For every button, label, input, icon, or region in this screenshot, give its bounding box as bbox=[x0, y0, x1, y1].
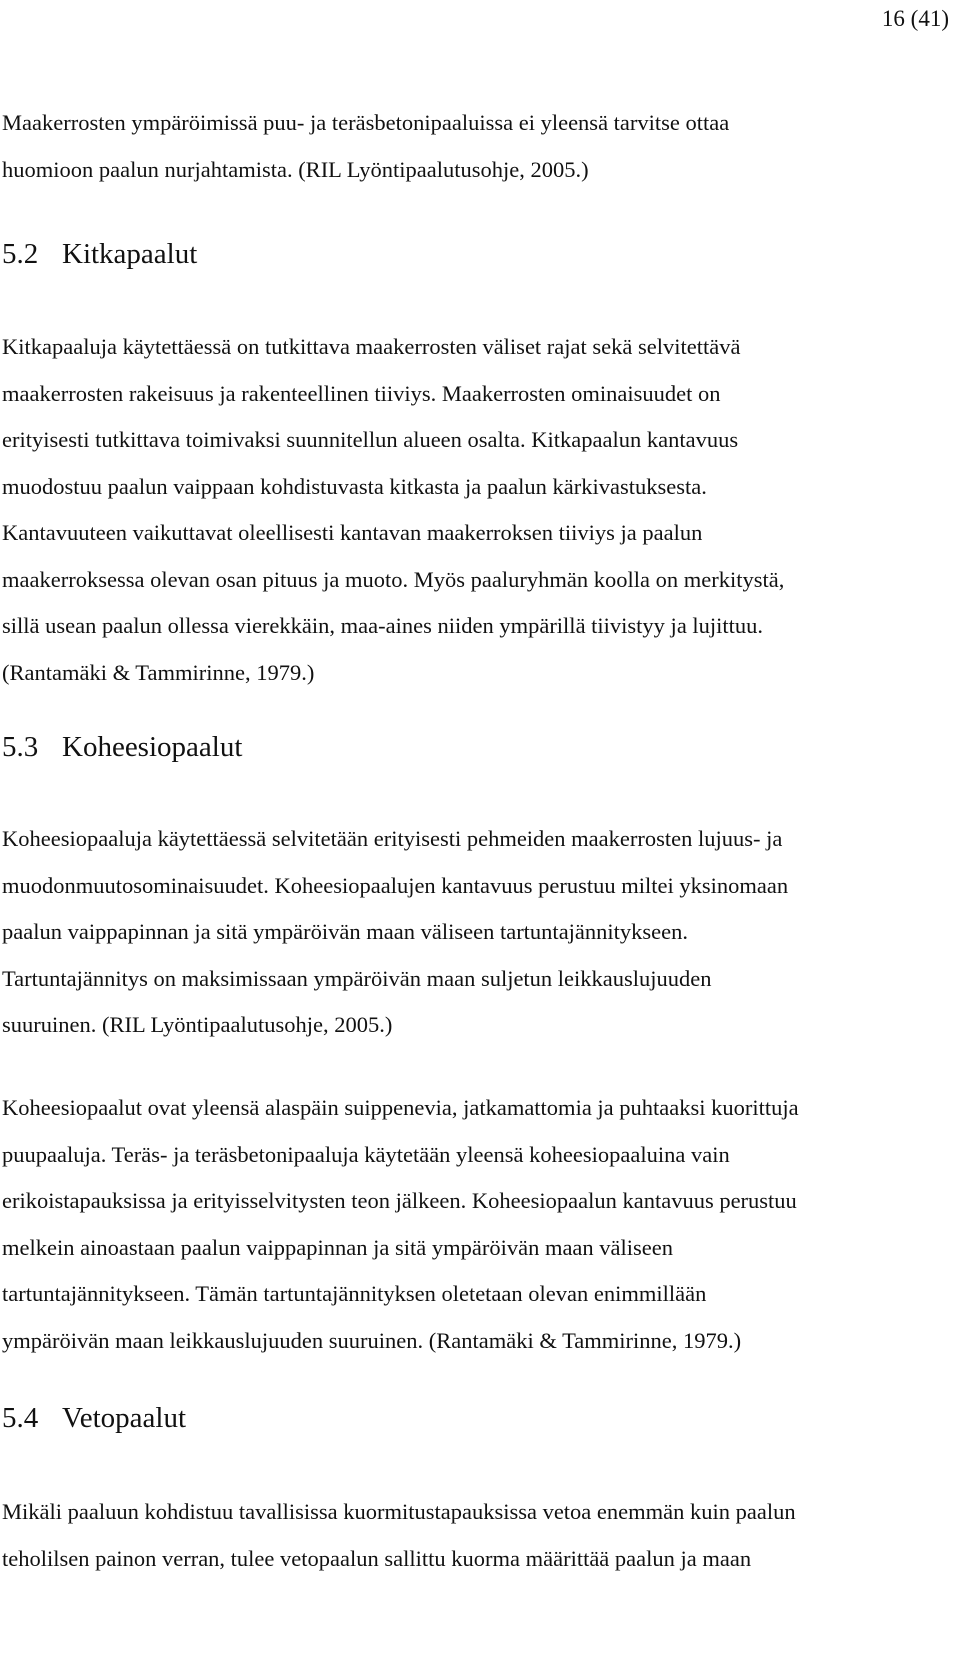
text-line: (Rantamäki & Tammirinne, 1979.) bbox=[2, 659, 315, 685]
text-line: Koheesiopaaluja käytettäessä selvitetään erityisesti pehmeiden maakerrosten lujuus- ja bbox=[2, 826, 783, 851]
text-line: maakerroksessa olevan osan pituus ja muoto. Myös paaluryhmän koolla on merkitystä, bbox=[2, 566, 785, 592]
text-line: huomioon paalun nurjahtamista. (RIL Lyöntipaalutusohje, 2005.) bbox=[2, 156, 589, 182]
section-5-4-paragraph bbox=[2, 1489, 952, 1582]
text-line: Mikäli paaluun kohdistuu tavallisissa kuormitustapauksissa vetoa enemmän kuin paalun bbox=[2, 1499, 796, 1524]
section-title: Koheesiopaalut bbox=[62, 731, 243, 763]
text-line: Kitkapaaluja käytettäessä on tutkittava maakerrosten väliset rajat sekä selvitettävä bbox=[2, 334, 741, 359]
intro-paragraph bbox=[2, 100, 952, 193]
text-line: Tartuntajännitys on maksimissaan ympäröivän maan suljetun leikkauslujuuden bbox=[2, 965, 712, 991]
text-line: Koheesiopaalut ovat yleensä alaspäin suippenevia, jatkamattomia ja puhtaaksi kuorittuja bbox=[2, 1095, 799, 1120]
text-line: ympäröivän maan leikkauslujuuden suuruinen. (Rantamäki & Tammirinne, 1979.) bbox=[2, 1327, 742, 1353]
section-5-3-paragraph-1 bbox=[2, 816, 952, 1049]
section-5-3-paragraph-2 bbox=[2, 1085, 952, 1364]
text-line: muodonmuutosominaisuudet. Koheesiopaalujen kantavuus perustuu miltei yksinomaan bbox=[2, 872, 789, 898]
section-5-2-paragraph bbox=[2, 324, 952, 696]
section-number: 5.3 bbox=[2, 731, 39, 763]
section-heading-5-2 bbox=[2, 234, 197, 274]
text-line: melkein ainoastaan paalun vaippapinnan ja sitä ympäröivän maan väliseen bbox=[2, 1234, 674, 1260]
section-number: 5.2 bbox=[2, 238, 39, 270]
text-line: puupaaluja. Teräs- ja teräsbetonipaaluja käytetään yleensä koheesiopaaluina vain bbox=[2, 1141, 730, 1167]
section-number: 5.4 bbox=[2, 1402, 39, 1434]
text-line: suuruinen. (RIL Lyöntipaalutusohje, 2005.) bbox=[2, 1012, 393, 1037]
section-heading-5-4 bbox=[2, 1398, 186, 1438]
text-line: muodostuu paalun vaippaan kohdistuvasta kitkasta ja paalun kärkivastuksesta. bbox=[2, 473, 707, 499]
page-number: 16 (41) bbox=[881, 6, 949, 31]
section-heading-5-3 bbox=[2, 727, 242, 767]
text-line: maakerrosten rakeisuus ja rakenteellinen tiiviys. Maakerrosten ominaisuudet on bbox=[2, 380, 721, 406]
text-line: tartuntajännitykseen. Tämän tartuntajännityksen oletetaan olevan enimmillään bbox=[2, 1281, 707, 1306]
text-line: sillä usean paalun ollessa vierekkäin, maa-aines niiden ympärillä tiivistyy ja lujittuu. bbox=[2, 613, 764, 638]
text-line: Kantavuuteen vaikuttavat oleellisesti kantavan maakerroksen tiiviys ja paalun bbox=[2, 520, 703, 545]
section-title: Vetopaalut bbox=[62, 1402, 187, 1434]
text-line: Maakerrosten ympäröimissä puu- ja teräsbetonipaaluissa ei yleensä tarvitse ottaa bbox=[2, 110, 730, 135]
section-title: Kitkapaalut bbox=[62, 238, 198, 270]
text-line: teholilsen painon verran, tulee vetopaalun sallittu kuorma määrittää paalun ja maan bbox=[2, 1545, 752, 1571]
text-line: erikoistapauksissa ja erityisselvitysten teon jälkeen. Koheesiopaalun kantavuus perustuu bbox=[2, 1188, 797, 1213]
text-line: paalun vaippapinnan ja sitä ympäröivän maan väliseen tartuntajännitykseen. bbox=[2, 919, 689, 944]
text-line: erityisesti tutkittava toimivaksi suunnitellun alueen osalta. Kitkapaalun kantavuus bbox=[2, 427, 739, 452]
